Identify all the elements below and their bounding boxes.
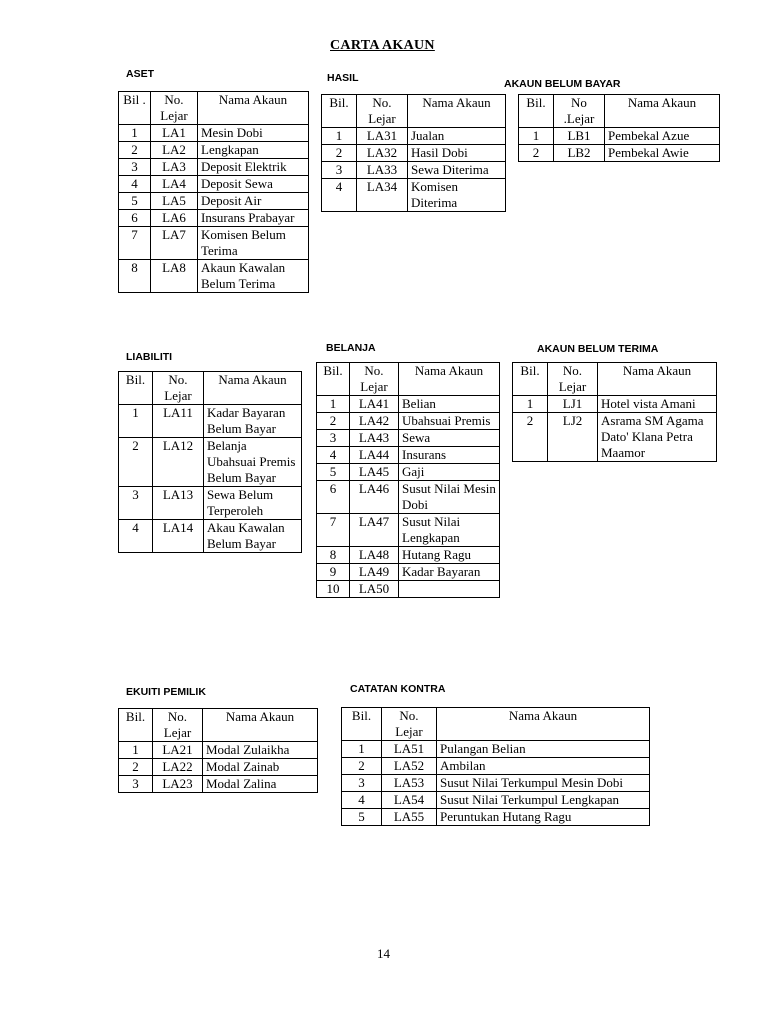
bil-header: Bil.: [317, 363, 350, 396]
table-row: [342, 792, 650, 809]
bil-cell: 3: [119, 159, 151, 176]
nama-akaun-cell: Gaji: [399, 464, 500, 481]
no-lejar-cell: LA31: [357, 128, 408, 145]
no-lejar-header: No. Lejar: [153, 372, 204, 405]
akaun-belum-bayar-table: [518, 94, 720, 162]
bil-header: Bil.: [119, 372, 153, 405]
table-row: [119, 438, 302, 487]
nama-akaun-cell: Hotel vista Amani: [598, 396, 717, 413]
bil-cell: 2: [119, 438, 153, 487]
no-lejar-cell: LA14: [153, 520, 204, 553]
hasil-table: [321, 94, 506, 212]
nama-akaun-cell: Modal Zalina: [203, 776, 318, 793]
no-lejar-cell: LA45: [350, 464, 399, 481]
no-lejar-cell: LA54: [382, 792, 437, 809]
nama-akaun-header: Nama Akaun: [605, 95, 720, 128]
bil-cell: 5: [317, 464, 350, 481]
hasil-heading: HASIL: [327, 72, 359, 84]
table-row: [119, 487, 302, 520]
table-row: [119, 193, 309, 210]
nama-akaun-header: Nama Akaun: [204, 372, 302, 405]
nama-akaun-cell: Lengkapan: [198, 142, 309, 159]
catatan-kontra-heading: CATATAN KONTRA: [350, 683, 446, 695]
table-row: [322, 128, 506, 145]
nama-akaun-cell: Belian: [399, 396, 500, 413]
bil-cell: 8: [119, 260, 151, 293]
no-lejar-cell: LA4: [151, 176, 198, 193]
no-lejar-cell: LA8: [151, 260, 198, 293]
bil-cell: 9: [317, 564, 350, 581]
bil-cell: 1: [119, 742, 153, 759]
no-lejar-cell: LA23: [153, 776, 203, 793]
liabiliti-table: [118, 371, 302, 553]
nama-akaun-cell: Deposit Elektrik: [198, 159, 309, 176]
nama-akaun-cell: Komisen Belum Terima: [198, 227, 309, 260]
table-row: [342, 775, 650, 792]
nama-akaun-cell: Insurans Prabayar: [198, 210, 309, 227]
bil-cell: 1: [317, 396, 350, 413]
no-lejar-cell: LA22: [153, 759, 203, 776]
table-row: [513, 413, 717, 462]
table-row: [317, 430, 500, 447]
bil-header: Bil.: [322, 95, 357, 128]
no-lejar-cell: LA5: [151, 193, 198, 210]
nama-akaun-cell: Sewa Diterima: [408, 162, 506, 179]
table-row: [342, 809, 650, 826]
nama-akaun-cell: Akau Kawalan Belum Bayar: [204, 520, 302, 553]
no-lejar-cell: LA1: [151, 125, 198, 142]
no-lejar-cell: LA34: [357, 179, 408, 212]
bil-cell: 4: [322, 179, 357, 212]
bil-cell: 3: [119, 487, 153, 520]
nama-akaun-cell: Komisen Diterima: [408, 179, 506, 212]
table-row: [317, 564, 500, 581]
table-row: [519, 145, 720, 162]
nama-akaun-header: Nama Akaun: [399, 363, 500, 396]
nama-akaun-cell: Susut Nilai Lengkapan: [399, 514, 500, 547]
bil-cell: 1: [322, 128, 357, 145]
table-row: [317, 581, 500, 598]
no-lejar-cell: LA47: [350, 514, 399, 547]
nama-akaun-header: Nama Akaun: [437, 708, 650, 741]
table-row: [119, 759, 318, 776]
no-lejar-cell: LA43: [350, 430, 399, 447]
nama-akaun-cell: Hutang Ragu: [399, 547, 500, 564]
no-lejar-cell: LA13: [153, 487, 204, 520]
nama-akaun-cell: Akaun Kawalan Belum Terima: [198, 260, 309, 293]
table-row: [119, 159, 309, 176]
no-lejar-cell: LA55: [382, 809, 437, 826]
belanja-heading: BELANJA: [326, 342, 376, 354]
bil-cell: 2: [119, 759, 153, 776]
nama-akaun-cell: Ubahsuai Premis: [399, 413, 500, 430]
table-row: [317, 413, 500, 430]
no-lejar-cell: LA2: [151, 142, 198, 159]
bil-cell: 6: [119, 210, 151, 227]
bil-cell: 1: [342, 741, 382, 758]
no-lejar-cell: LA44: [350, 447, 399, 464]
table-row: [317, 447, 500, 464]
bil-cell: 2: [317, 413, 350, 430]
nama-akaun-header: Nama Akaun: [203, 709, 318, 742]
no-lejar-cell: LA42: [350, 413, 399, 430]
bil-header: Bil .: [119, 92, 151, 125]
table-row: [317, 547, 500, 564]
table-row: [322, 179, 506, 212]
bil-cell: 2: [513, 413, 548, 462]
bil-header: Bil.: [513, 363, 548, 396]
no-lejar-header: No. Lejar: [350, 363, 399, 396]
bil-cell: 4: [342, 792, 382, 809]
ekuiti-pemilik-heading: EKUITI PEMILIK: [126, 686, 206, 698]
table-row: [119, 520, 302, 553]
table-row: [119, 776, 318, 793]
page-number: 14: [377, 946, 390, 961]
nama-akaun-cell: Belanja Ubahsuai Premis Belum Bayar: [204, 438, 302, 487]
aset-heading: ASET: [126, 68, 155, 80]
bil-header: Bil.: [519, 95, 554, 128]
catatan-kontra-table: [341, 707, 650, 826]
bil-cell: 1: [119, 405, 153, 438]
liabiliti-heading: LIABILITI: [126, 351, 173, 363]
no-lejar-cell: LA46: [350, 481, 399, 514]
bil-cell: 2: [322, 145, 357, 162]
bil-cell: 10: [317, 581, 350, 598]
no-lejar-cell: LB2: [554, 145, 605, 162]
no-lejar-cell: LA11: [153, 405, 204, 438]
bil-cell: 4: [317, 447, 350, 464]
table-row: [119, 176, 309, 193]
no-lejar-header: No. Lejar: [382, 708, 437, 741]
no-lejar-header: No. Lejar: [151, 92, 198, 125]
bil-cell: 2: [519, 145, 554, 162]
table-row: [119, 742, 318, 759]
table-row: [342, 758, 650, 775]
no-lejar-header: No. Lejar: [153, 709, 203, 742]
no-lejar-cell: LA41: [350, 396, 399, 413]
bil-cell: 1: [513, 396, 548, 413]
bil-cell: 8: [317, 547, 350, 564]
bil-cell: 3: [317, 430, 350, 447]
nama-akaun-cell: Deposit Sewa: [198, 176, 309, 193]
no-lejar-cell: LJ2: [548, 413, 598, 462]
no-lejar-cell: LA53: [382, 775, 437, 792]
page-title: CARTA AKAUN: [330, 38, 435, 53]
belanja-table: [316, 362, 500, 598]
no-lejar-cell: LA48: [350, 547, 399, 564]
nama-akaun-cell: Insurans: [399, 447, 500, 464]
no-lejar-cell: LA32: [357, 145, 408, 162]
table-row: [119, 227, 309, 260]
table-row: [317, 514, 500, 547]
bil-header: Bil.: [342, 708, 382, 741]
nama-akaun-cell: Susut Nilai Terkumpul Mesin Dobi: [437, 775, 650, 792]
bil-cell: 4: [119, 176, 151, 193]
nama-akaun-cell: Asrama SM Agama Dato' Klana Petra Maamor: [598, 413, 717, 462]
table-row: [119, 125, 309, 142]
no-lejar-cell: LA7: [151, 227, 198, 260]
nama-akaun-cell: Modal Zulaikha: [203, 742, 318, 759]
no-lejar-header: No. Lejar: [357, 95, 408, 128]
table-row: [317, 481, 500, 514]
no-lejar-cell: LJ1: [548, 396, 598, 413]
table-row: [119, 142, 309, 159]
no-lejar-cell: LA49: [350, 564, 399, 581]
nama-akaun-cell: Jualan: [408, 128, 506, 145]
no-lejar-cell: LA3: [151, 159, 198, 176]
bil-cell: 2: [119, 142, 151, 159]
nama-akaun-cell: Sewa Belum Terperoleh: [204, 487, 302, 520]
table-row: [119, 260, 309, 293]
aset-table: [118, 91, 309, 293]
table-row: [322, 145, 506, 162]
bil-cell: 7: [119, 227, 151, 260]
table-row: [119, 405, 302, 438]
nama-akaun-header: Nama Akaun: [598, 363, 717, 396]
akaun-belum-terima-heading: AKAUN BELUM TERIMA: [537, 343, 659, 355]
bil-cell: 1: [519, 128, 554, 145]
table-row: [119, 210, 309, 227]
akaun-belum-bayar-heading: AKAUN BELUM BAYAR: [504, 78, 621, 90]
table-row: [519, 128, 720, 145]
bil-header: Bil.: [119, 709, 153, 742]
no-lejar-cell: LA52: [382, 758, 437, 775]
nama-akaun-cell: Mesin Dobi: [198, 125, 309, 142]
nama-akaun-cell: Ambilan: [437, 758, 650, 775]
nama-akaun-cell: Kadar Bayaran Belum Bayar: [204, 405, 302, 438]
nama-akaun-cell: Sewa: [399, 430, 500, 447]
no-lejar-cell: LA12: [153, 438, 204, 487]
no-lejar-cell: LB1: [554, 128, 605, 145]
nama-akaun-cell: Pembekal Awie: [605, 145, 720, 162]
no-lejar-cell: LA21: [153, 742, 203, 759]
table-row: [322, 162, 506, 179]
bil-cell: 3: [342, 775, 382, 792]
ekuiti-pemilik-table: [118, 708, 318, 793]
nama-akaun-header: Nama Akaun: [198, 92, 309, 125]
bil-cell: 3: [119, 776, 153, 793]
table-row: [317, 464, 500, 481]
nama-akaun-cell: [399, 581, 500, 598]
nama-akaun-cell: Modal Zainab: [203, 759, 318, 776]
nama-akaun-cell: Susut Nilai Mesin Dobi: [399, 481, 500, 514]
bil-cell: 2: [342, 758, 382, 775]
nama-akaun-cell: Susut Nilai Terkumpul Lengkapan: [437, 792, 650, 809]
no-lejar-header: No .Lejar: [554, 95, 605, 128]
table-row: [513, 396, 717, 413]
nama-akaun-cell: Deposit Air: [198, 193, 309, 210]
no-lejar-cell: LA6: [151, 210, 198, 227]
nama-akaun-header: Nama Akaun: [408, 95, 506, 128]
nama-akaun-cell: Peruntukan Hutang Ragu: [437, 809, 650, 826]
no-lejar-header: No. Lejar: [548, 363, 598, 396]
nama-akaun-cell: Pembekal Azue: [605, 128, 720, 145]
table-row: [342, 741, 650, 758]
bil-cell: 5: [119, 193, 151, 210]
bil-cell: 5: [342, 809, 382, 826]
bil-cell: 1: [119, 125, 151, 142]
no-lejar-cell: LA50: [350, 581, 399, 598]
table-row: [317, 396, 500, 413]
nama-akaun-cell: Pulangan Belian: [437, 741, 650, 758]
akaun-belum-terima-table: [512, 362, 717, 462]
no-lejar-cell: LA33: [357, 162, 408, 179]
bil-cell: 6: [317, 481, 350, 514]
bil-cell: 4: [119, 520, 153, 553]
bil-cell: 3: [322, 162, 357, 179]
nama-akaun-cell: Kadar Bayaran: [399, 564, 500, 581]
nama-akaun-cell: Hasil Dobi: [408, 145, 506, 162]
no-lejar-cell: LA51: [382, 741, 437, 758]
bil-cell: 7: [317, 514, 350, 547]
